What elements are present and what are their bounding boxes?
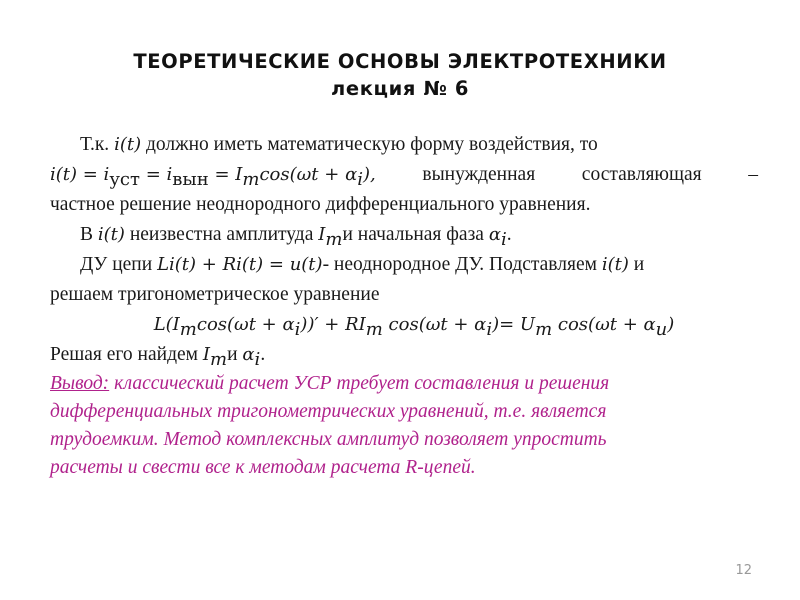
title-line-1: ТЕОРЕТИЧЕСКИЕ ОСНОВЫ ЭЛЕКТРОТЕХНИКИ (133, 50, 667, 73)
title-line-2: лекция № 6 (331, 77, 469, 100)
conclusion-lead: Вывод: (50, 373, 110, 394)
math-i-t: i(t) (114, 134, 142, 155)
slide-content (50, 130, 758, 482)
dash: – (748, 164, 758, 185)
word-forced: вынужденная (422, 164, 536, 185)
text-line-4: В i(t) неизвестна амплитуда $I_mи$ начальная фаза $\alpha_i$. (80, 224, 512, 250)
text-line-5: ДУ цепи Li(t) + Ri(t) = u(t)- неоднородное ДУ. Подставляем i(t) и (80, 254, 645, 275)
text-line-3: частное решение неоднородного дифференциального уравнения. (50, 194, 591, 215)
text: Т.к. (80, 134, 115, 155)
math-de: Li(t) + Ri(t) = u(t) (157, 254, 323, 275)
formula-i-forced: $i(t) = i_{уст} = i_{вын} = I_m\cos(\omega t + \alpha_i)$, (50, 164, 376, 190)
equation-trig: $L(I_m\cos(\omega t + \alpha_i))' + RI_m$ $\cos(\omega t + \alpha_i)= U_m$ $\cos(\omega t + \alpha_u)$ (153, 314, 675, 340)
conclusion-line-1: Вывод: классический расчет УСР требует составления и решения (50, 373, 610, 394)
conclusion-line-4: расчеты и свести все к методам расчета R-цепей. (50, 457, 476, 478)
word-component: составляющая (581, 164, 702, 185)
text-line-6: решаем тригонометрическое уравнение (50, 284, 380, 305)
slide-title (0, 48, 800, 102)
conclusion-block (50, 370, 758, 482)
conclusion-line-2: дифференциальных тригонометрических уравнений, т.е. является (50, 401, 607, 422)
conclusion-line-3: трудоемким. Метод комплексных амплитуд позволяет упростить (50, 429, 607, 450)
text-line-8: Решая его найдем $I_mи$ $\alpha_i$. (50, 344, 266, 370)
page-number: 12 (735, 563, 752, 578)
text-line-2 (50, 160, 758, 190)
text: должно иметь математическую форму воздействия, то (141, 134, 598, 155)
text-line-1 (50, 130, 758, 160)
